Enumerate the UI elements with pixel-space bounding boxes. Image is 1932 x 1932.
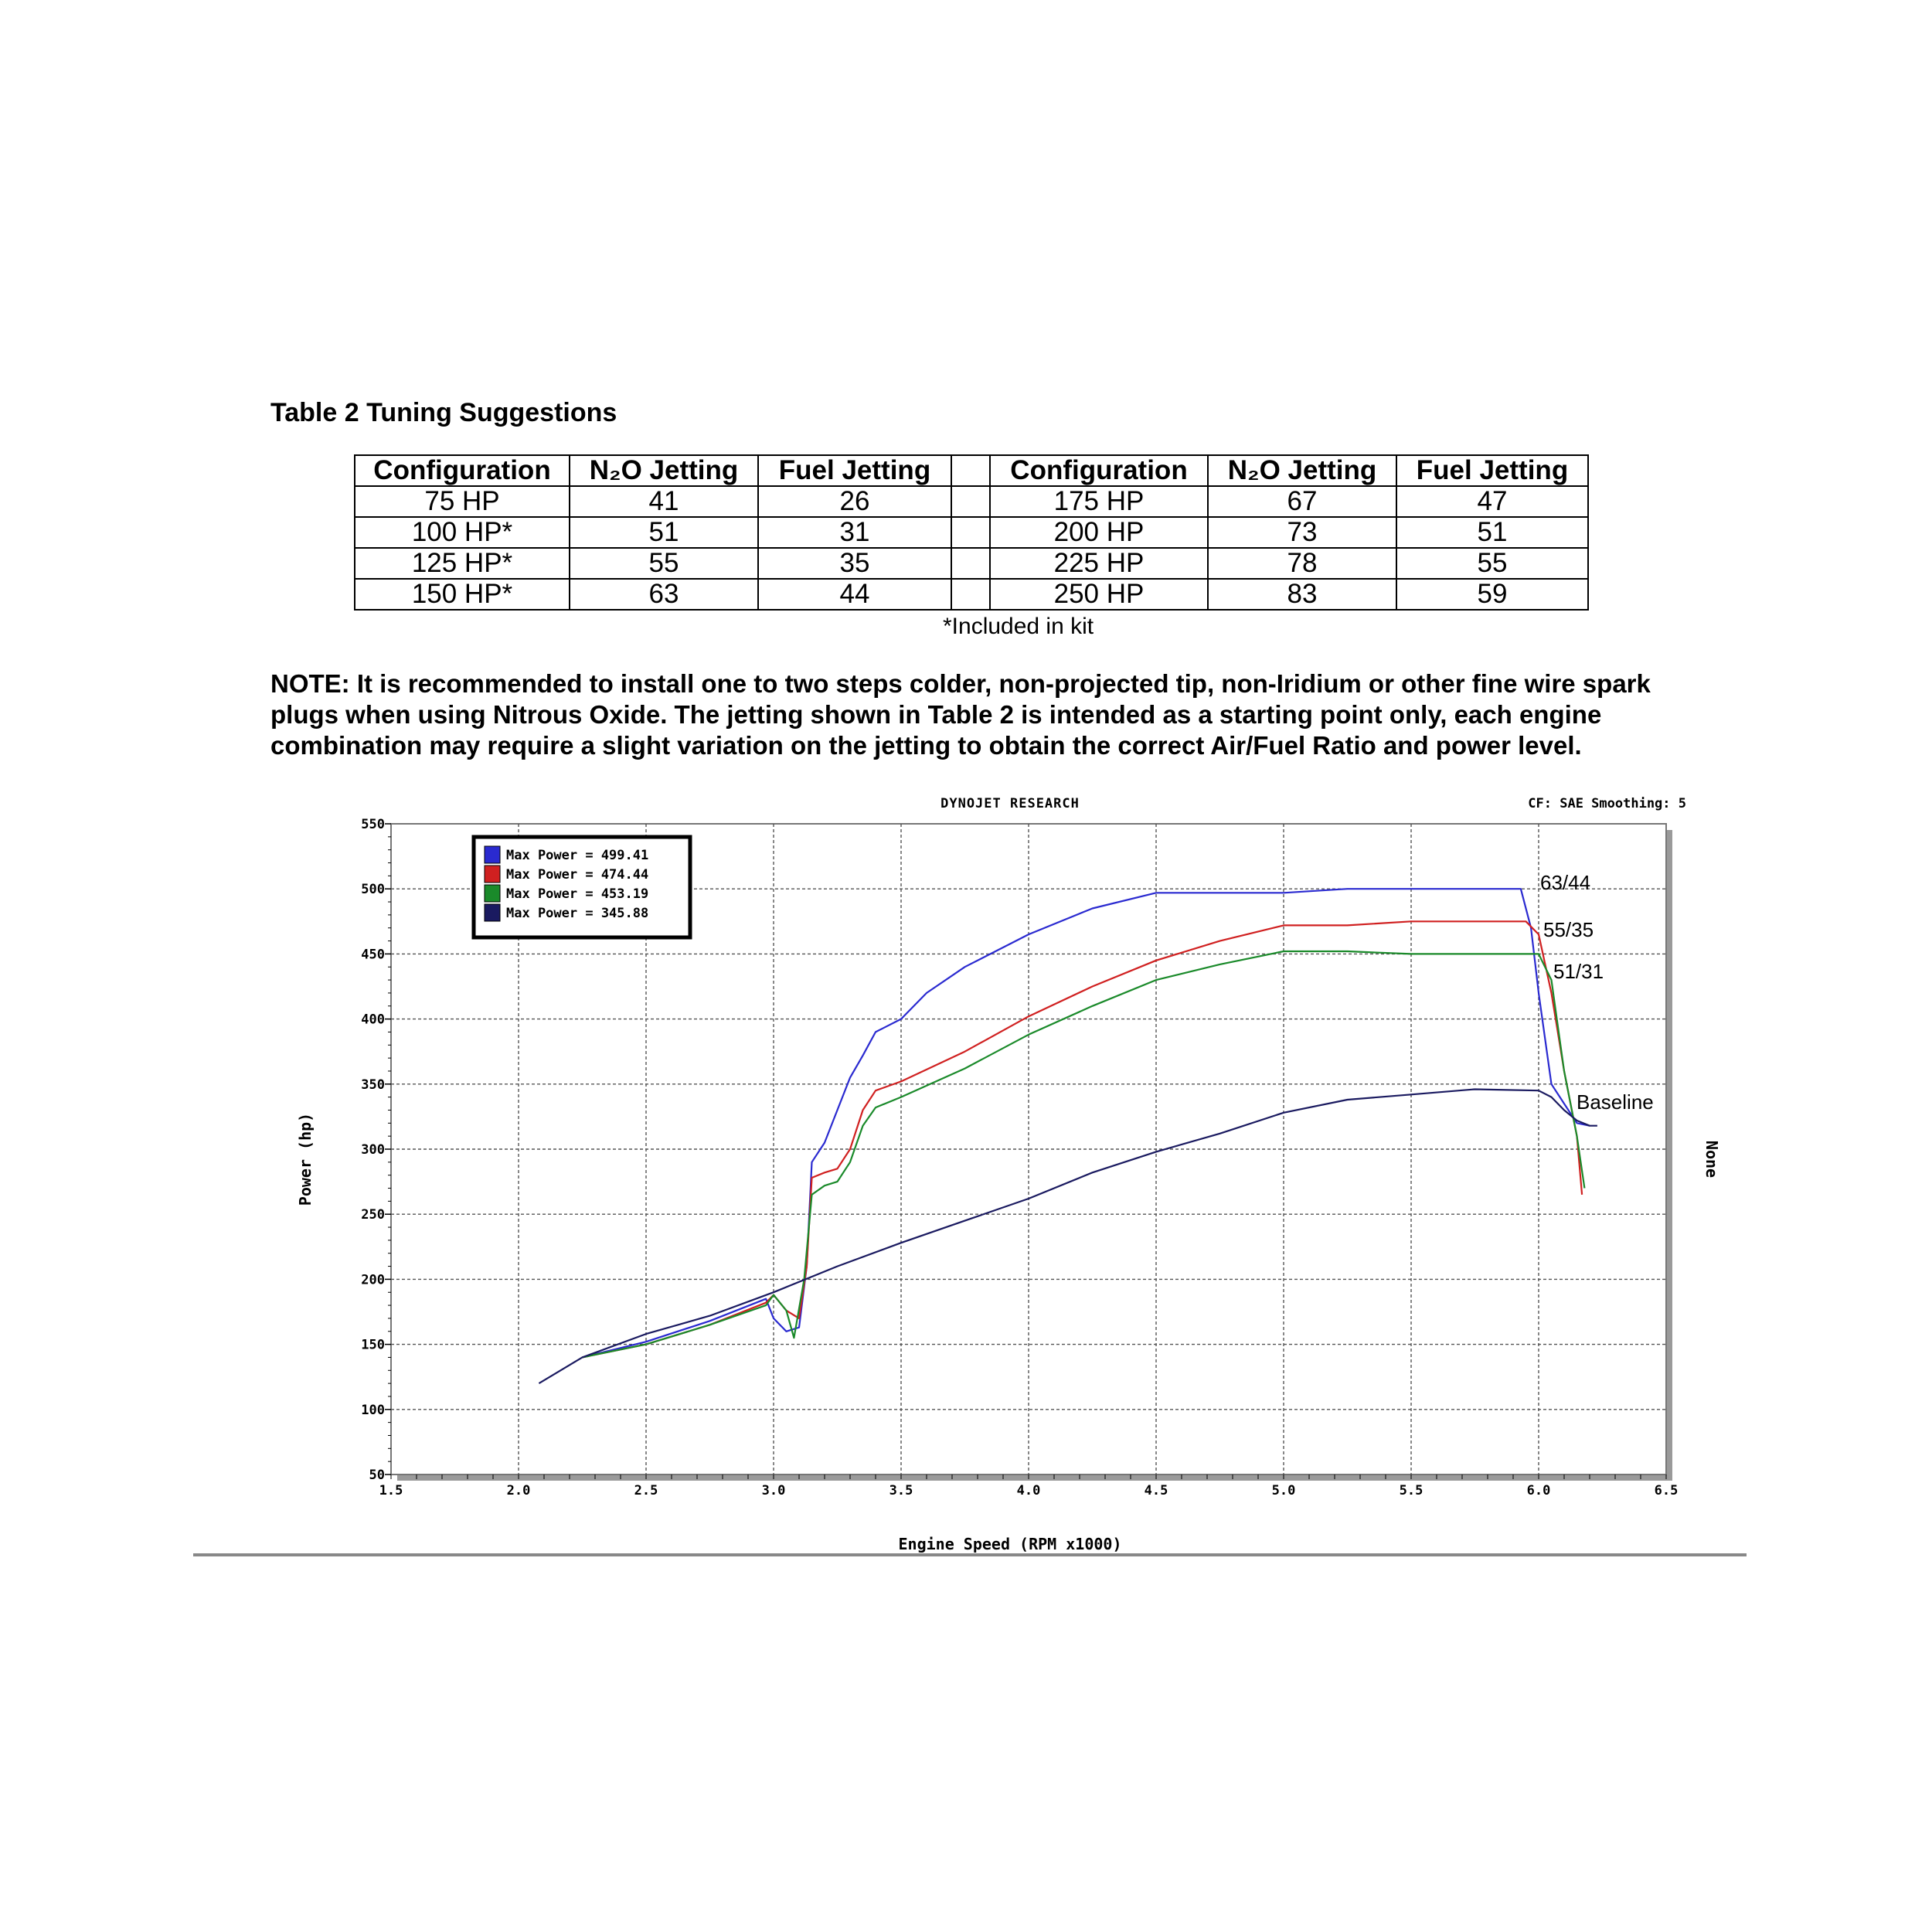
table-cell: 35 bbox=[758, 548, 951, 579]
table-spacer bbox=[951, 517, 990, 548]
table-cell: 225 HP bbox=[990, 548, 1208, 579]
x-tick-label: 3.5 bbox=[889, 1483, 913, 1498]
table-cell: 200 HP bbox=[990, 517, 1208, 548]
table-spacer bbox=[951, 579, 990, 610]
x-axis-label: Engine Speed (RPM x1000) bbox=[898, 1535, 1122, 1553]
x-tick-label: 2.0 bbox=[506, 1483, 531, 1498]
table-row bbox=[355, 517, 1588, 548]
col-header-configuration: Configuration bbox=[355, 455, 570, 486]
table-cell: 67 bbox=[1208, 486, 1396, 517]
legend-label: Max Power = 499.41 bbox=[506, 848, 649, 863]
legend-swatch bbox=[485, 846, 500, 863]
legend bbox=[474, 837, 690, 937]
legend-item bbox=[485, 866, 648, 883]
chart-subtitle: CF: SAE Smoothing: 5 bbox=[1528, 796, 1686, 811]
legend-swatch bbox=[485, 904, 500, 921]
table-cell: 125 HP* bbox=[355, 548, 570, 579]
col-header-configuration: Configuration bbox=[990, 455, 1208, 486]
x-tick-label: 5.5 bbox=[1399, 1483, 1423, 1498]
x-tick-label: 2.5 bbox=[634, 1483, 658, 1498]
note-paragraph: NOTE: It is recommended to install one to two steps colder, non-projected tip, non-Iridium or other fine wire spark plugs when using Nitrous Oxide. The jetting shown in Table 2 is intended as a starting point only, each engine combination may require a slight variation on the jetting to obtain the correct Air/Fuel Ratio and power level. bbox=[270, 669, 1651, 760]
col-header-fuel-jetting: Fuel Jetting bbox=[758, 455, 951, 486]
table-cell: 51 bbox=[1396, 517, 1588, 548]
series-label-63-44: 63/44 bbox=[1540, 871, 1591, 894]
dyno-chart bbox=[278, 788, 1731, 1561]
y-tick-label: 100 bbox=[361, 1402, 385, 1418]
legend-swatch bbox=[485, 866, 500, 883]
table-cell: 31 bbox=[758, 517, 951, 548]
x-tick-label: 4.5 bbox=[1144, 1483, 1168, 1498]
y-tick-label: 500 bbox=[361, 882, 385, 898]
legend-label: Max Power = 453.19 bbox=[506, 886, 649, 902]
table-cell: 51 bbox=[570, 517, 758, 548]
x-tick-label: 6.5 bbox=[1654, 1483, 1679, 1498]
legend-item bbox=[485, 885, 648, 902]
legend-item bbox=[485, 846, 648, 863]
table-cell: 26 bbox=[758, 486, 951, 517]
legend-item bbox=[485, 904, 648, 921]
col-header-n2o-jetting: N₂O Jetting bbox=[570, 455, 758, 486]
x-tick-label: 5.0 bbox=[1271, 1483, 1296, 1498]
table-cell: 55 bbox=[570, 548, 758, 579]
y-axis-label: Power (hp) bbox=[296, 1112, 315, 1206]
y-tick-label: 150 bbox=[361, 1337, 385, 1353]
y-tick-label: 450 bbox=[361, 947, 385, 963]
y-tick-label: 250 bbox=[361, 1207, 385, 1223]
table-cell: 41 bbox=[570, 486, 758, 517]
table-cell: 250 HP bbox=[990, 579, 1208, 610]
x-tick-label: 4.0 bbox=[1016, 1483, 1041, 1498]
y-tick-label: 50 bbox=[369, 1468, 385, 1483]
table-spacer bbox=[951, 455, 990, 486]
table-cell: 83 bbox=[1208, 579, 1396, 610]
table-cell: 73 bbox=[1208, 517, 1396, 548]
table-cell: 44 bbox=[758, 579, 951, 610]
x-tick-label: 3.0 bbox=[761, 1483, 786, 1498]
table-footnote: *Included in kit bbox=[943, 614, 1094, 639]
tuning-table bbox=[354, 454, 1589, 611]
bottom-divider bbox=[193, 1553, 1747, 1556]
table-cell: 63 bbox=[570, 579, 758, 610]
table-spacer bbox=[951, 486, 990, 517]
x-tick-label: 1.5 bbox=[379, 1483, 403, 1498]
legend-label: Max Power = 474.44 bbox=[506, 867, 649, 883]
col-header-fuel-jetting: Fuel Jetting bbox=[1396, 455, 1588, 486]
table-spacer bbox=[951, 548, 990, 579]
table-title: Table 2 Tuning Suggestions bbox=[270, 398, 617, 427]
legend-label: Max Power = 345.88 bbox=[506, 906, 649, 921]
right-axis-label: None bbox=[1702, 1140, 1721, 1179]
y-tick-label: 550 bbox=[361, 817, 385, 832]
table-row bbox=[355, 548, 1588, 579]
y-tick-label: 200 bbox=[361, 1272, 385, 1288]
y-tick-label: 400 bbox=[361, 1012, 385, 1028]
chart-title: DYNOJET RESEARCH bbox=[940, 796, 1080, 811]
legend-swatch bbox=[485, 885, 500, 902]
table-cell: 78 bbox=[1208, 548, 1396, 579]
col-header-n2o-jetting: N₂O Jetting bbox=[1208, 455, 1396, 486]
table-row bbox=[355, 486, 1588, 517]
table-cell: 75 HP bbox=[355, 486, 570, 517]
series-label-51-31: 51/31 bbox=[1553, 960, 1604, 983]
table-cell: 55 bbox=[1396, 548, 1588, 579]
x-tick-label: 6.0 bbox=[1526, 1483, 1551, 1498]
table-cell: 175 HP bbox=[990, 486, 1208, 517]
y-tick-label: 350 bbox=[361, 1077, 385, 1093]
table-row bbox=[355, 579, 1588, 610]
series-label-baseline: Baseline bbox=[1577, 1090, 1654, 1114]
y-tick-label: 300 bbox=[361, 1142, 385, 1158]
table-cell: 59 bbox=[1396, 579, 1588, 610]
table-cell: 100 HP* bbox=[355, 517, 570, 548]
x-tick-labels bbox=[379, 1483, 1679, 1498]
y-tick-labels bbox=[361, 817, 385, 1483]
series-label-55-35: 55/35 bbox=[1543, 918, 1594, 941]
table-header-row bbox=[355, 455, 1588, 486]
table-cell: 47 bbox=[1396, 486, 1588, 517]
table-cell: 150 HP* bbox=[355, 579, 570, 610]
